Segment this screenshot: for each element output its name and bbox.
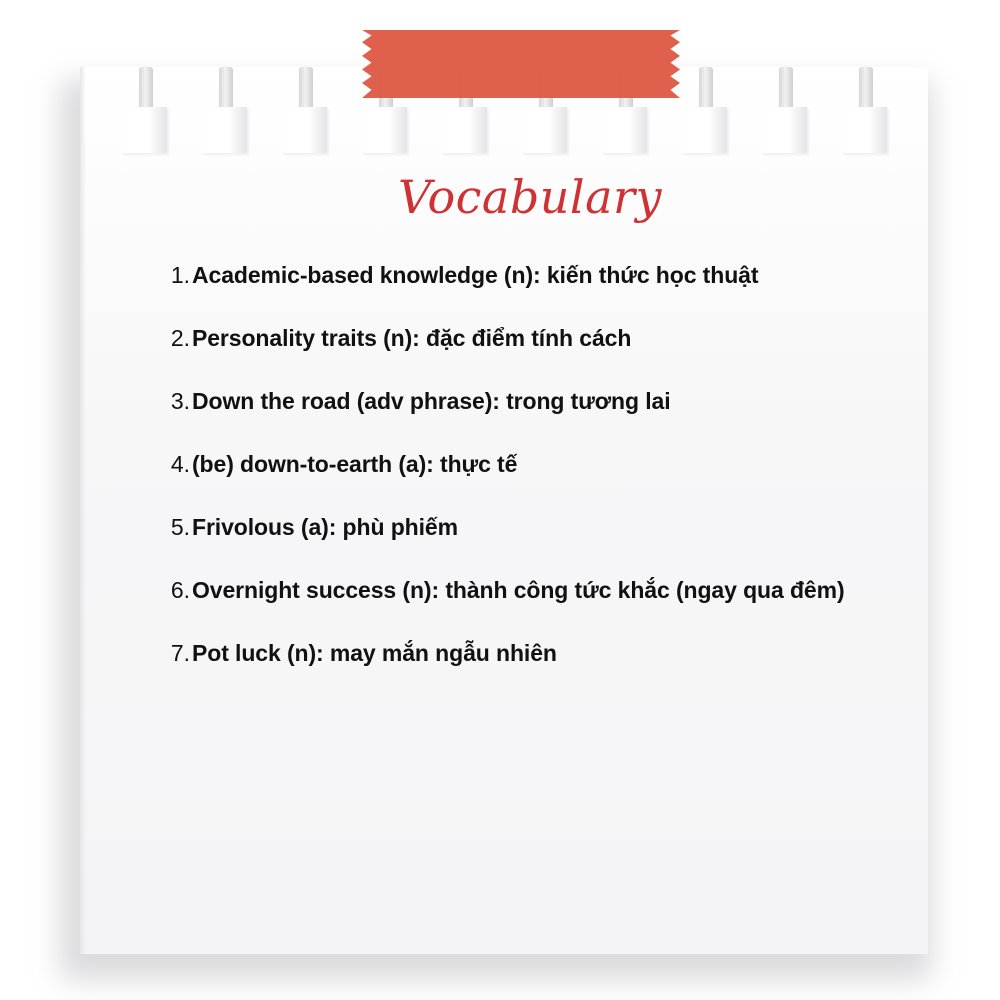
item-number: 6. (170, 577, 190, 603)
item-text: Down the road (adv phrase): trong tương lai (192, 388, 671, 414)
item-number: 2. (170, 325, 190, 351)
item-text: Personality traits (n): đặc điểm tính cách (192, 325, 632, 351)
list-item (160, 262, 920, 325)
spiral-ring (281, 67, 327, 153)
item-text: Frivolous (a): phù phiếm (192, 514, 458, 540)
item-number: 5. (170, 514, 190, 540)
item-text: Pot luck (n): may mắn ngẫu nhiên (192, 640, 557, 666)
item-number: 4. (170, 451, 190, 477)
spiral-ring (121, 67, 167, 153)
item-number: 3. (170, 388, 190, 414)
item-number: 1. (170, 262, 190, 288)
item-text: Overnight success (n): thành công tức khắc (ngay qua đêm) (192, 577, 845, 603)
list-item (160, 451, 920, 514)
page-title: Vocabulary (397, 170, 663, 224)
item-text: Academic-based knowledge (n): kiến thức học thuật (192, 262, 759, 288)
spiral-ring (681, 67, 727, 153)
list-item (160, 577, 920, 640)
list-item (160, 325, 920, 388)
list-item (160, 388, 920, 451)
spiral-ring (201, 67, 247, 153)
spiral-ring (841, 67, 887, 153)
vocabulary-list (160, 262, 920, 703)
list-item (160, 514, 920, 577)
spiral-ring (761, 67, 807, 153)
list-item (160, 640, 920, 703)
item-text: (be) down-to-earth (a): thực tế (192, 451, 518, 477)
item-number: 7. (170, 640, 190, 666)
tape-strip (362, 30, 680, 98)
